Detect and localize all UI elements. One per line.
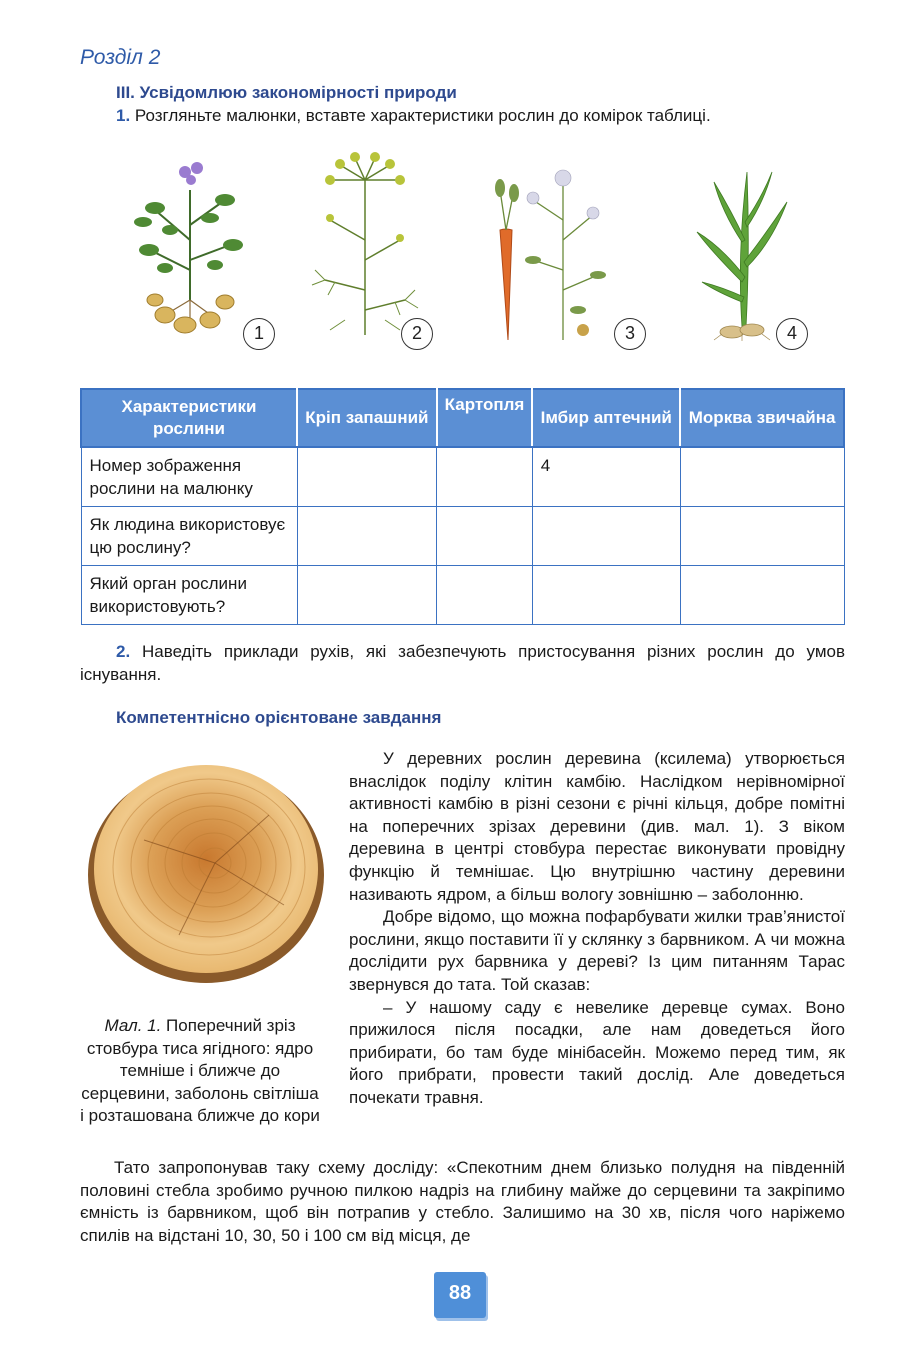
right-column-text xyxy=(349,748,845,1110)
header-ginger: Імбир аптечний xyxy=(532,389,680,447)
table-header-row xyxy=(81,389,844,447)
table-cell[interactable] xyxy=(437,447,532,507)
task2-number: 2. xyxy=(116,642,131,661)
bottom-text xyxy=(80,1157,845,1247)
carrot-plant-icon xyxy=(488,160,618,345)
table-cell[interactable] xyxy=(680,566,844,625)
task2 xyxy=(80,640,845,686)
plant-number-2: 2 xyxy=(401,318,433,350)
potato-plant-icon xyxy=(125,150,255,340)
plant-number-1: 1 xyxy=(243,318,275,350)
table-cell[interactable] xyxy=(437,507,532,566)
section-label: Розділ 2 xyxy=(80,46,161,69)
caption-text: Поперечний зріз стовбура тиса ягідного: ядро темніше і ближче до серцевини, заболонь світліша і розташована ближче до кори xyxy=(80,1016,320,1125)
table-cell[interactable] xyxy=(297,566,437,625)
wood-cross-section-image xyxy=(84,745,328,1000)
row-label: Як людина використовує цю рослину? xyxy=(81,507,297,566)
figure-caption xyxy=(80,1015,320,1128)
section-heading: III. Усвідомлюю закономірності природи xyxy=(116,83,457,102)
paragraph: У деревних рослин деревина (ксилема) утворюється внаслідок поділу клітин камбію. Наслідком нерівномірної активності камбію в різні сезони є річні кільця, добре помітні на поперечних зрізах деревини (див. мал. 1). З віком деревина в центрі стовбура перестає виконувати провідну функцію й темнішає. Цю внутрішню частину деревини називають ядром, а більш вологу зовнішню – заболонню. xyxy=(349,749,845,904)
task1-number: 1. xyxy=(116,106,131,125)
table-cell[interactable] xyxy=(680,507,844,566)
paragraph: – У нашому саду є невелике деревце сумах. Воно прижилося після посадки, але нам доведеться його прибирати, бо там буде мінібасейн. Можемо перед тим, як його прибрати, провести такий дослід. Але доведеться почекати травня. xyxy=(349,997,845,1107)
table-cell[interactable] xyxy=(532,566,680,625)
characteristics-table xyxy=(80,388,845,625)
dill-plant-icon xyxy=(300,150,430,340)
header-dill: Кріп запашний xyxy=(297,389,437,447)
task2-text: Наведіть приклади рухів, які забезпечують пристосування різних рослин до умов існування. xyxy=(80,642,845,684)
competence-heading: Компетентнісно орієнтоване завдання xyxy=(116,708,442,727)
header-potato: Картопля xyxy=(437,389,532,447)
plant-number-4: 4 xyxy=(776,318,808,350)
table-cell[interactable] xyxy=(297,447,437,507)
table-cell[interactable] xyxy=(680,447,844,507)
task1-text: Розгляньте малюнки, вставте характеристики рослин до комірок таблиці. xyxy=(130,106,711,125)
table-cell[interactable] xyxy=(297,507,437,566)
table-cell[interactable] xyxy=(437,566,532,625)
row-label: Номер зображення рослини на малюнку xyxy=(81,447,297,507)
paragraph: Добре відомо, що можна пофарбувати жилки трав’янистої рослини, якщо поставити її у склянку з барвником. А чи можна дослідити рух барвника у дереві? Із цим питанням Тарас звернувся до тата. Той сказав: xyxy=(349,907,845,994)
task1 xyxy=(116,106,711,126)
table-row xyxy=(81,566,844,625)
header-characteristics: Характеристики рослини xyxy=(81,389,297,447)
ginger-plant-icon xyxy=(692,162,792,342)
caption-label: Мал. 1. xyxy=(104,1016,162,1035)
table-cell[interactable] xyxy=(532,507,680,566)
table-cell[interactable]: 4 xyxy=(532,447,680,507)
page-number: 88 xyxy=(434,1272,486,1318)
table-row xyxy=(81,447,844,507)
header-carrot: Морква звичайна xyxy=(680,389,844,447)
paragraph: Тато запропонував таку схему досліду: «Спекотним днем близько полудня на південній половині стебла зробимо ручною пилкою надріз на глибину майже до серцевини та закріпимо ємність із барвником, щоб він потрапив у стебло. Залишимо на 30 хв, після чого наріжемо спилів на відстані 10, 30, 50 і 100 см від місця, де xyxy=(80,1158,845,1245)
plant-number-3: 3 xyxy=(614,318,646,350)
table-row xyxy=(81,507,844,566)
row-label: Який орган рослини використовують? xyxy=(81,566,297,625)
